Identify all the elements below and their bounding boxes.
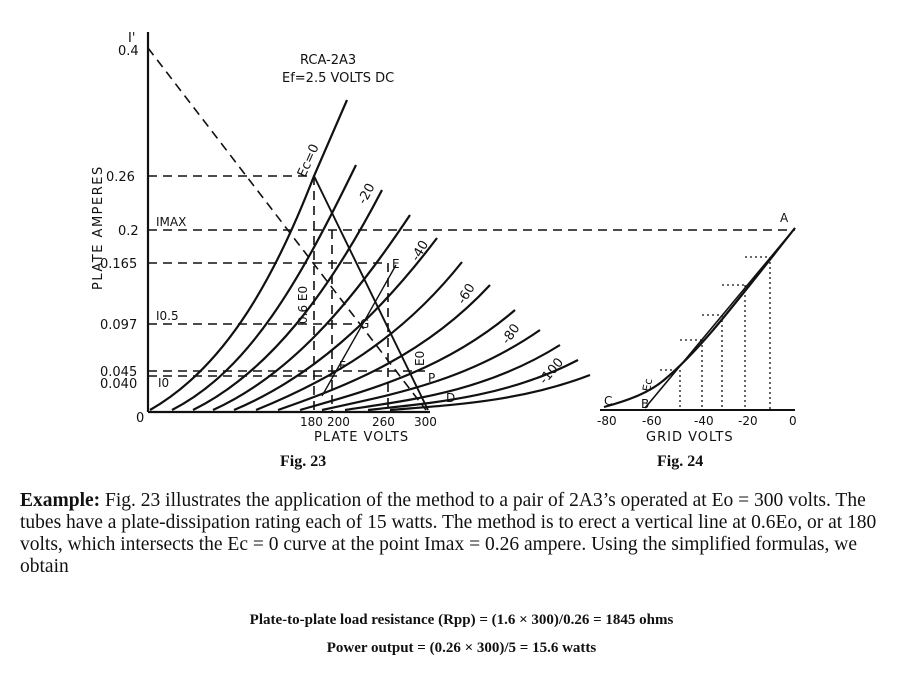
fig24-xtick-minus40: -40 <box>694 414 714 428</box>
example-label: Example: <box>20 490 101 511</box>
fig23-ytick-0.26: 0.26 <box>106 170 135 185</box>
fig23-marker-I0.5: I0.5 <box>156 309 179 323</box>
fig23-ytick-0.040: 0.040 <box>100 377 138 392</box>
curve-label-100: -100 <box>536 355 568 388</box>
fig23-title-line1: RCA-2A3 <box>300 53 357 68</box>
point-label-D: D <box>446 391 456 405</box>
fig23-ytick-0: 0 <box>136 411 145 426</box>
fig24-transfer-characteristic <box>597 211 797 445</box>
fig24-xtick-minus60: -60 <box>642 414 662 428</box>
fig24-caption: Fig. 24 <box>657 453 704 470</box>
curve-label-40: -40 <box>408 238 433 264</box>
curve-label-60: -60 <box>454 281 479 308</box>
fig24-xtick-0: 0 <box>789 414 797 428</box>
fig24-transfer-curve <box>604 228 795 407</box>
fig24-xlabel: GRID VOLTS <box>646 430 734 445</box>
fig23-marker-I0: I0 <box>158 376 170 390</box>
fig23-xtick-260: 260 <box>372 415 395 429</box>
point-label-E0: E0 <box>413 350 427 366</box>
point-label-F: F <box>339 359 346 373</box>
fig24-xtick-minus20: -20 <box>738 414 758 428</box>
fig24-xtick-minus80: -80 <box>597 414 617 428</box>
fig23-plate-curves <box>150 100 590 410</box>
fig23-ytick-0.4: 0.4 <box>118 44 139 59</box>
fig23-xtick-200: 200 <box>327 415 350 429</box>
point-label-G: G <box>360 317 370 331</box>
curve-label-20: -20 <box>355 181 379 207</box>
example-paragraph <box>20 490 900 578</box>
curve-label-ec0: Ec=0 <box>294 141 323 180</box>
fig23-ylabel: PLATE AMPERES <box>91 165 106 290</box>
fig24-point-Ec: Ec <box>640 377 656 393</box>
fig23-ytick-0.2: 0.2 <box>118 224 139 239</box>
point-label-P: P <box>428 371 436 385</box>
fig23-xlabel: PLATE VOLTS <box>314 430 410 445</box>
formula-load-resistance: Plate-to-plate load resistance (Rpp) = (1.6 × 300)/0.26 = 1845 ohms <box>249 612 674 628</box>
curve-ec-20 <box>193 190 382 410</box>
formula-power-output: Power output = (0.26 × 300)/5 = 15.6 watts <box>326 640 597 656</box>
fig23-ytick-0.097: 0.097 <box>100 318 138 333</box>
fig23-marker-Imax: IMAX <box>156 215 187 229</box>
example-body: Fig. 23 illustrates the application of the method to a pair of 2A3’s operated at Eo = 300 volts. The tubes have a plate-dissipation rating each of 15 watts. The method is to erect a vertical line at 0.6Eo, or at 180 volts, which intersects the Ec = 0 curve at the point Imax = 0.26 ampere. Using the simplified formulas, we obtain <box>20 490 877 577</box>
fig24-point-A: A <box>780 211 789 225</box>
guide-load-line-dashed <box>148 48 426 410</box>
fig23-ytick-0.165: 0.165 <box>100 257 138 272</box>
fig23-caption: Fig. 23 <box>280 453 327 470</box>
fig23-guide-lines <box>148 48 795 412</box>
fig24-point-C: C <box>604 394 613 408</box>
fig23-marker-I-prime: I' <box>128 31 136 46</box>
point-label-E: E <box>392 257 400 271</box>
fig23-title-line2: Ef=2.5 VOLTS DC <box>282 71 395 86</box>
fig24-line-BA <box>645 228 795 408</box>
fig23-xtick-300: 300 <box>414 415 437 429</box>
fig23-plate-characteristics <box>91 31 795 445</box>
curve-label-80: -80 <box>498 321 524 348</box>
point-label-0.6E0: 0.6 E0 <box>296 285 310 324</box>
fig23-xtick-180: 180 <box>300 415 323 429</box>
fig24-point-B: B <box>641 397 650 411</box>
fig23-ytick-0.045: 0.045 <box>100 365 138 380</box>
